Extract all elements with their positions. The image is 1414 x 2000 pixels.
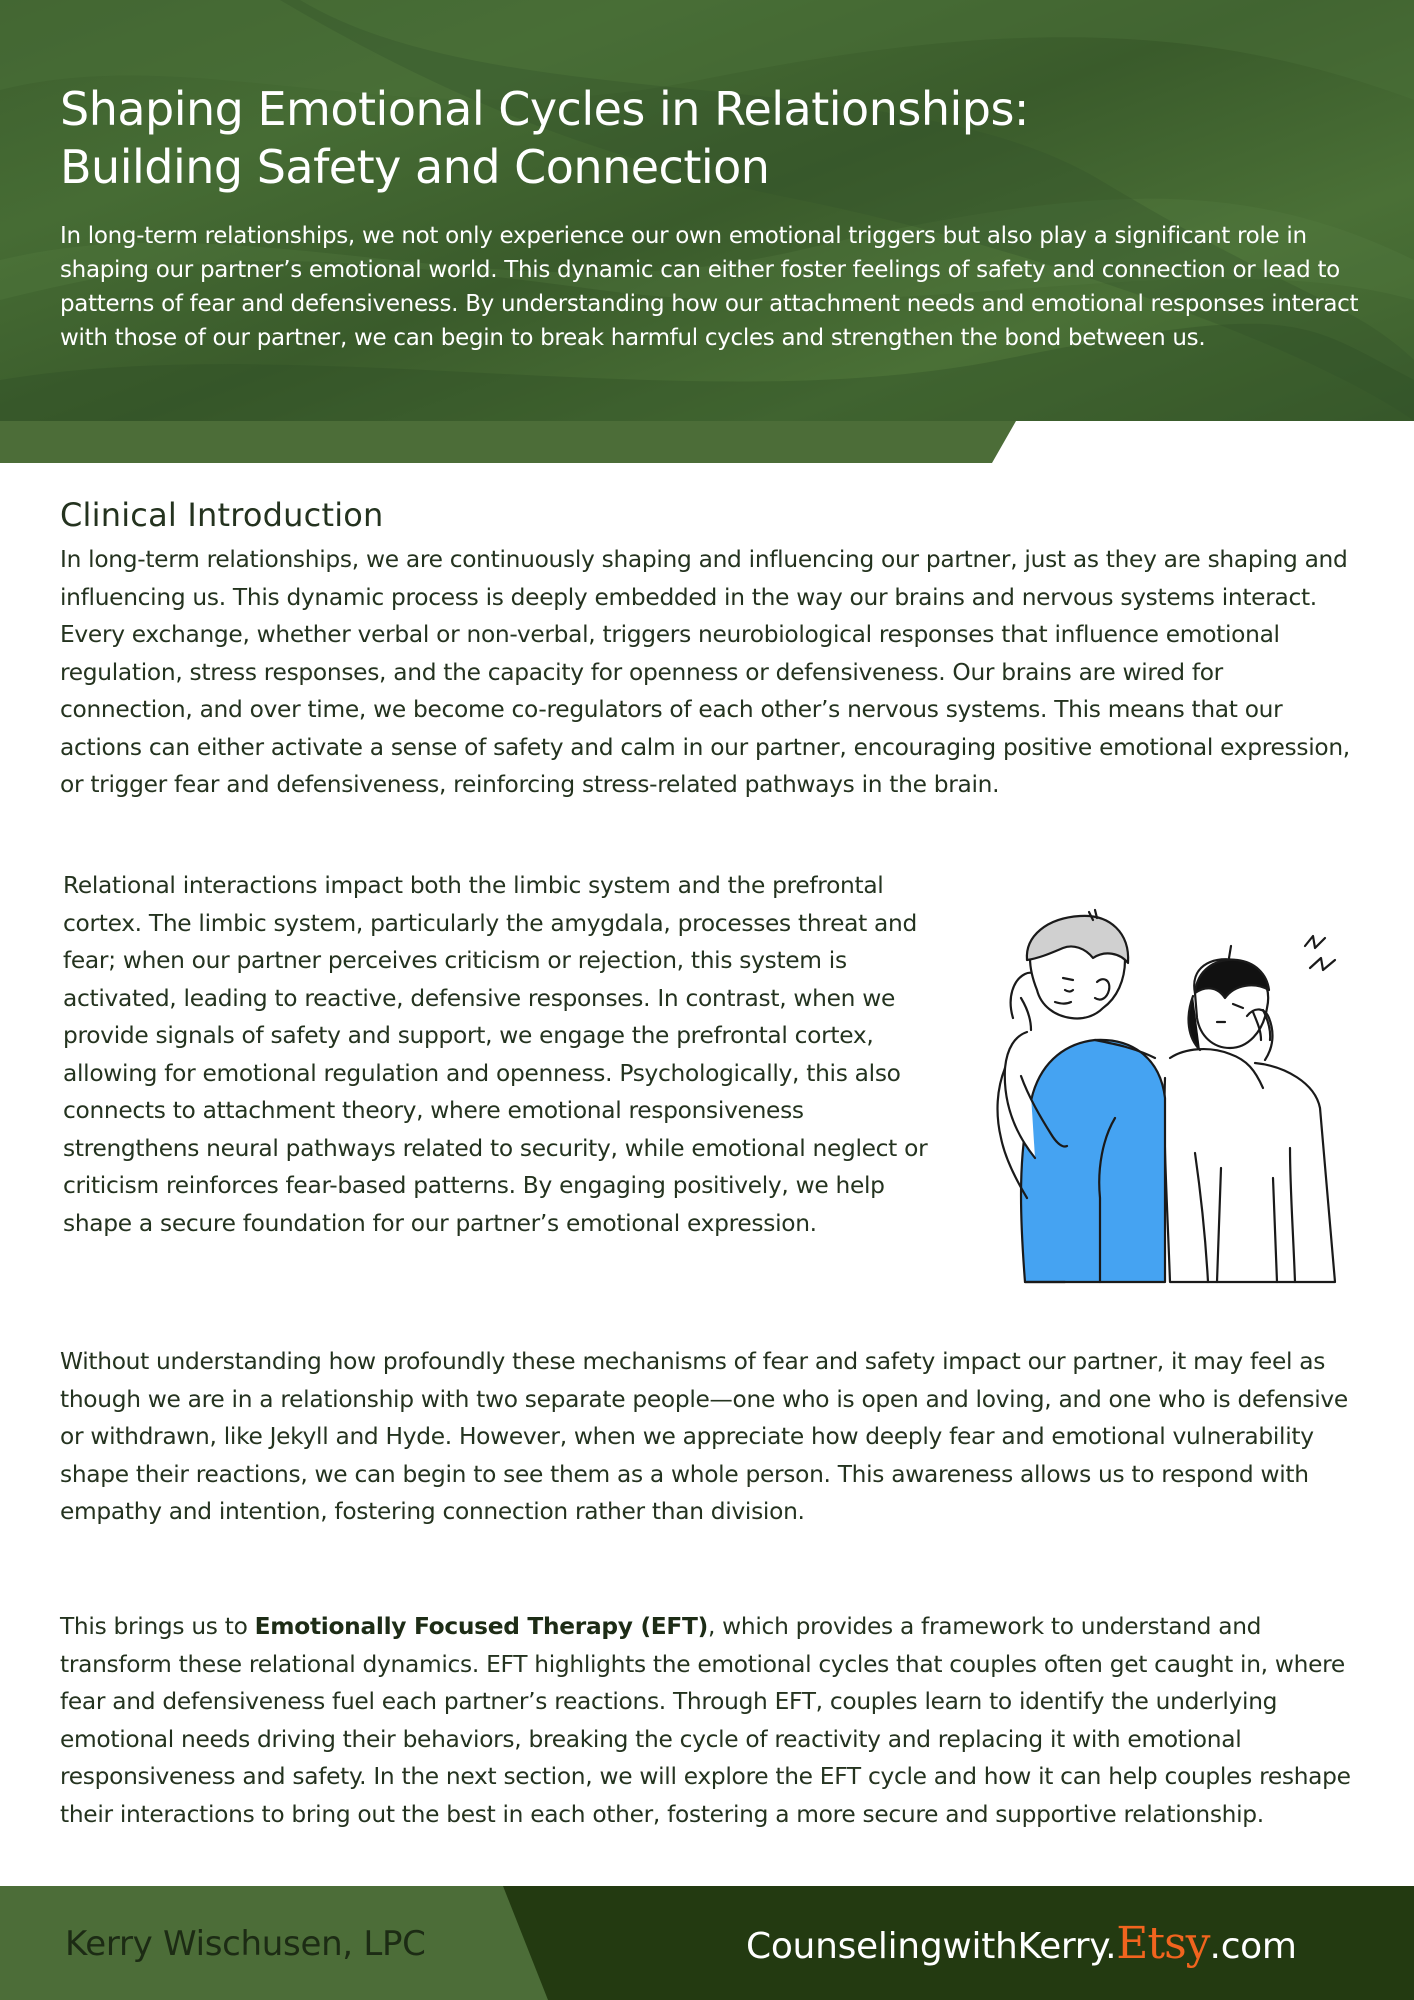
section-heading: Clinical Introduction	[60, 496, 384, 534]
paragraph-2: Relational interactions impact both the limbic system and the prefrontal cortex. The limbic system, particularly the amygdala, processes threat and fear; when our partner perceives criticism or rejection, this system is activated, leading to reactive, defensive responses. In contrast, when we provide signals of safety and support, we engage the prefrontal cortex, allowing for emotional regulation and openness. Psychologically, this also connects to attachment theory, where emotional responsiveness strengthens neural pathways related to security, while emotional neglect or criticism reinforces fear-based patterns. By engaging positively, we help shape a secure foundation for our partner’s emotional expression.	[63, 872, 928, 1237]
site-suffix: .com	[1209, 1926, 1297, 1967]
footer-author: Kerry Wischusen, LPC	[65, 1924, 426, 1964]
paragraph-4-body: , which provides a framework to understand and transform these relational dynamics. EFT highlights the emotional cycles that couples often get caught in, where fear and defensiveness fuel each partner’s reactions. Through EFT, couples learn to identify the underlying emotional needs driving their behaviors, breaking the cycle of reactivity and replacing it with emotional responsiveness and safety. In the next section, we will explore the EFT cycle and how it can help couples reshape their interactions to bring out the best in each other, fostering a more secure and supportive relationship.	[60, 1613, 1351, 1828]
page-title-line-2: Building Safety and Connection	[60, 140, 770, 194]
footer-website-link[interactable]	[746, 1918, 1297, 1969]
etsy-logo: Etsy	[1116, 1918, 1210, 1969]
paragraph-4-intro: This brings us to	[60, 1613, 255, 1640]
page-title-line-1: Shaping Emotional Cycles in Relationships:	[60, 82, 1029, 136]
paragraph-1: In long-term relationships, we are continuously shaping and influencing our partner, just as they are shaping and influencing us. This dynamic process is deeply embedded in the way our brains and nervous systems interact. Every exchange, whether verbal or non-verbal, triggers neurobiological responses that influence emotional regulation, stress responses, and the capacity for openness or defensiveness. Our brains are wired for connection, and over time, we become co-regulators of each other’s nervous systems. This means that our actions can either activate a sense of safety and calm in our partner, encouraging positive emotional expression, or trigger fear and defensiveness, reinforcing stress-related pathways in the brain.	[60, 546, 1350, 798]
header-banner	[0, 0, 1414, 421]
site-prefix: CounselingwithKerry.	[746, 1926, 1117, 1967]
header-intro: In long-term relationships, we not only experience our own emotional triggers but also play a significant role in shaping our partner’s emotional world. This dynamic can either foster feelings of safety and connection or lead to patterns of fear and defensiveness. By understanding how our attachment needs and emotional responses interact with those of our partner, we can begin to break harmful cycles and strengthen the bond between us.	[60, 223, 1359, 351]
paragraph-4	[60, 1608, 1360, 1833]
eft-term: Emotionally Focused Therapy (EFT)	[254, 1613, 708, 1640]
paragraph-3: Without understanding how profoundly these mechanisms of fear and safety impact our partner, it may feel as though we are in a relationship with two separate people—one who is open and loving, and one who is defensive or withdrawn, like Jekyll and Hyde. However, when we appreciate how deeply fear and emotional vulnerability shape their reactions, we can begin to see them as a whole person. This awareness allows us to respond with empathy and intention, fostering connection rather than division.	[60, 1348, 1348, 1525]
upset-couple-illustration	[985, 898, 1355, 1290]
texture-background	[0, 0, 1414, 421]
page-title	[60, 80, 1360, 196]
